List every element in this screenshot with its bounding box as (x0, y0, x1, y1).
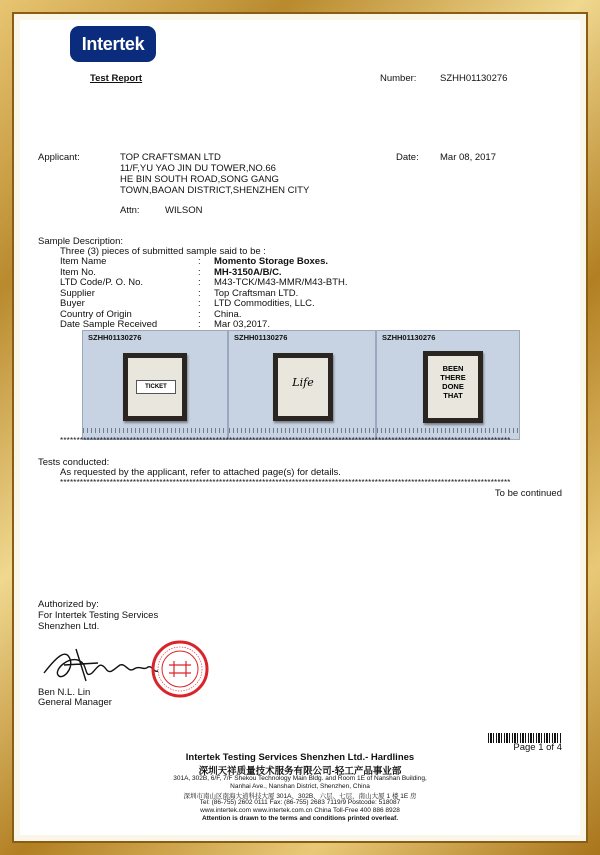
sample-row-colon: : (198, 256, 201, 267)
footer-address-2: Nanhai Ave., Nanshan District, Shenzhen, China (230, 783, 370, 790)
sample-row-colon: : (198, 319, 201, 330)
tests-text: As requested by the applicant, refer to attached page(s) for details. (60, 467, 341, 478)
sample-row-value: LTD Commodities, LLC. (214, 298, 315, 309)
applicant-line: HE BIN SOUTH ROAD,SONG GANG (120, 173, 279, 185)
ruler (83, 428, 227, 433)
sample-row-colon: : (198, 266, 201, 278)
sample-row-colon: : (198, 287, 201, 299)
sample-row-colon: : (198, 298, 201, 309)
authorized-line: For Intertek Testing Services (38, 609, 159, 621)
attn-value: WILSON (165, 205, 203, 216)
footer-attention: Attention is drawn to the terms and conditions printed overleaf. (201, 815, 399, 822)
sample-row-label: Country of Origin (60, 308, 132, 320)
sample-row-label: Supplier (60, 287, 95, 299)
sample-row-value: China. (214, 308, 242, 320)
sample-row-label: Item Name (60, 256, 107, 267)
applicant-address (120, 153, 309, 197)
sample-row-value: Top Craftsman LTD. (214, 287, 299, 299)
storage-box-life (273, 353, 333, 421)
footer-address-cn: 深圳市南山区南海大道科技大厦 301A、302B、六层、七层，南山大厦 1 楼 1E 房 (183, 793, 417, 800)
footer-tel: Tel: (86-755) 2602 0111 Fax: (86-755) 2683 7119/9 Postcode: 518087 (199, 799, 401, 806)
photo-caption: SZHH01130276 (234, 333, 288, 342)
footer-address-1: 301A, 302B, 6/F, 7/F Shekou Technology Main Bldg. and Room 1E of Nanshan Building, (173, 775, 427, 782)
tests-heading: Tests conducted: (38, 457, 110, 468)
signature (44, 649, 158, 681)
number-value: SZHH01130276 (440, 73, 508, 84)
separator-stars: **************************************************************************************************************************************** (60, 478, 511, 487)
sample-row-value: M43-TCK/M43-MMR/M43-BTH. (214, 277, 348, 288)
sample-intro: Three (3) pieces of submitted sample said to be : (60, 246, 266, 257)
box-label: Life (292, 376, 314, 389)
page-number: Page 1 of 4 (513, 742, 562, 753)
sample-row-label: Item No. (60, 266, 96, 278)
attn-label: Attn: (120, 205, 140, 216)
sample-row-value: Momento Storage Boxes. (214, 256, 329, 267)
sample-row-value: Mar 03,2017. (214, 319, 270, 330)
applicant-line: TOP CRAFTSMAN LTD (120, 152, 221, 163)
photo-caption: SZHH01130276 (88, 333, 142, 342)
applicant-line: 11/F,YU YAO JIN DU TOWER,NO.66 (120, 162, 276, 174)
applicant-label: Applicant: (38, 152, 80, 163)
sample-row-value: MH-3150A/B/C. (214, 266, 282, 278)
photo-caption: SZHH01130276 (382, 333, 436, 342)
storage-box-been-there (423, 351, 483, 423)
sample-row-label: LTD Code/P. O. No. (60, 277, 144, 288)
box-label: TICKET (136, 380, 176, 394)
date-value: Mar 08, 2017 (440, 152, 496, 163)
sample-photo-3 (376, 330, 520, 440)
footer-company-en: Intertek Testing Services Shenzhen Ltd.- Hardlines (185, 752, 415, 763)
sample-photo-1 (82, 330, 228, 440)
authorized-block (38, 600, 158, 633)
document-page (20, 20, 580, 835)
sample-row (60, 320, 480, 331)
sample-row-label: Buyer (60, 298, 85, 309)
date-label: Date: (396, 152, 419, 163)
signatory-title: General Manager (38, 697, 112, 708)
number-label: Number: (380, 73, 417, 84)
intertek-logo: Intertek (70, 26, 156, 62)
sample-row (60, 278, 480, 289)
signatory-name: Ben N.L. Lin (38, 687, 91, 698)
ruler (377, 428, 519, 433)
sample-row (60, 257, 480, 268)
authorized-line: Authorized by: (38, 599, 99, 610)
to-be-continued: To be continued (494, 488, 562, 499)
separator-stars: **************************************************************************************************************************************** (60, 436, 511, 445)
sample-photo-2 (228, 330, 376, 440)
sample-row-label: Date Sample Received (60, 319, 158, 330)
applicant-line: TOWN,BAOAN DISTRICT,SHENZHEN CITY (120, 184, 310, 196)
storage-box-ticket (123, 353, 187, 421)
footer-company-cn: 深圳天祥质量技术服务有限公司-轻工产品事业部 (198, 766, 402, 777)
sample-row (60, 299, 480, 310)
ruler (229, 428, 375, 433)
sample-table (60, 257, 480, 331)
report-title: Test Report (90, 73, 143, 84)
sample-heading: Sample Description: (38, 236, 124, 247)
sample-row-colon: : (198, 277, 201, 288)
footer-web: www.intertek.com www.intertek.com.cn China Toll-Free 400 886 8928 (200, 807, 400, 814)
sample-row-colon: : (198, 308, 201, 320)
company-stamp (153, 642, 207, 696)
authorized-line: Shenzhen Ltd. (38, 620, 100, 632)
box-label: BEEN THERE DONE THAT (440, 364, 466, 400)
